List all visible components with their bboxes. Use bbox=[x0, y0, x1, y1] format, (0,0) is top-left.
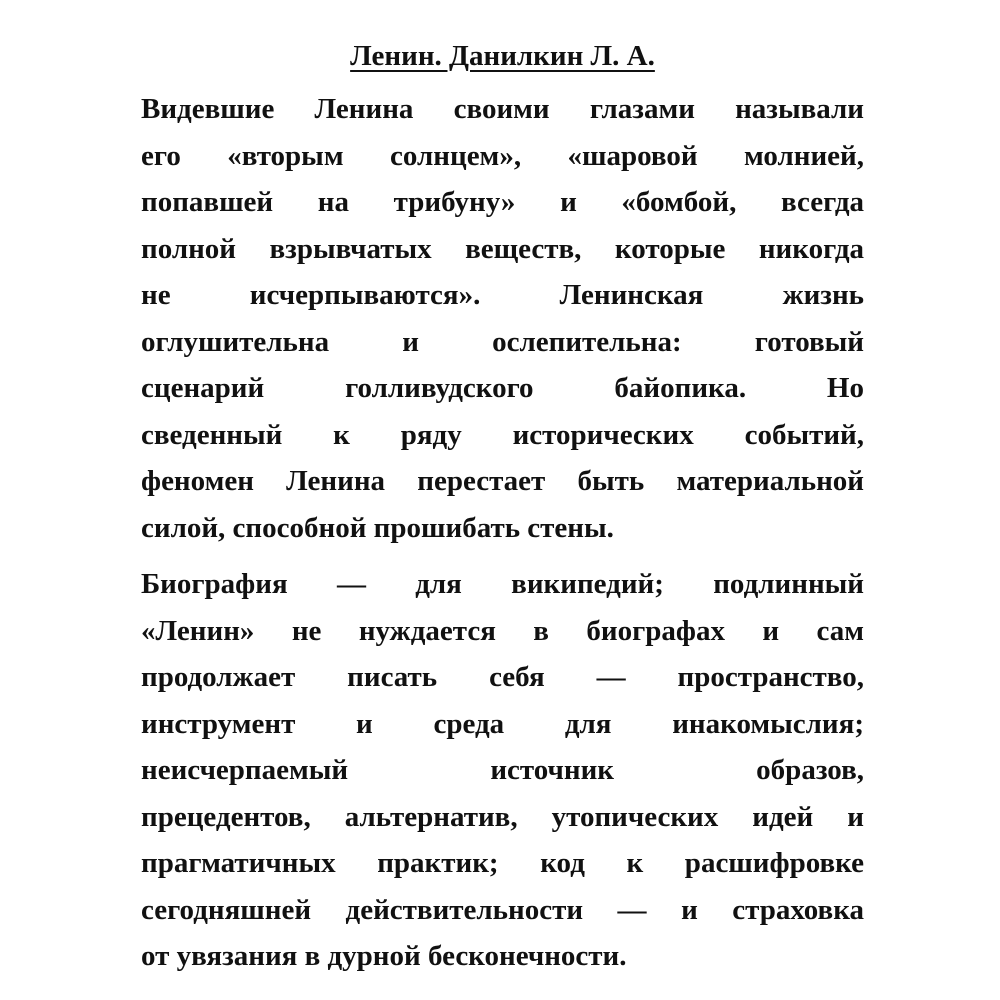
text-line: попавшей на трибуну» и «бомбой, всегда bbox=[141, 186, 864, 218]
text-line: Видевшие Ленина своими глазами называли bbox=[141, 93, 864, 125]
document-title: Ленин. Данилкин Л. А. bbox=[350, 40, 655, 72]
text-line: прецедентов, альтернатив, утопических идей и bbox=[141, 800, 864, 833]
text-line: его «вторым солнцем», «шаровой молнией, bbox=[141, 139, 864, 172]
paragraph-1 bbox=[141, 86, 864, 551]
text-line: сценарий голливудского байопика. Но bbox=[141, 372, 864, 404]
text-line: не исчерпываются». Ленинская жизнь bbox=[141, 279, 864, 311]
text-line: полной взрывчатых веществ, которые никогда bbox=[141, 232, 864, 265]
text-line: силой, способной прошибать стены. bbox=[141, 511, 614, 544]
text-line: инструмент и среда для инакомыслия; bbox=[141, 707, 864, 740]
text-line: Биография — для википедий; подлинный bbox=[141, 568, 864, 600]
paragraph-2 bbox=[141, 561, 864, 980]
text-line: феномен Ленина перестает быть материальной bbox=[141, 465, 864, 497]
text-line: «Ленин» не нуждается в биографах и сам bbox=[141, 614, 864, 647]
text-line: оглушительна и ослепительна: готовый bbox=[141, 325, 864, 358]
text-line: сведенный к ряду исторических событий, bbox=[141, 418, 864, 451]
text-line: сегодняшней действительности — и страховка bbox=[141, 893, 864, 926]
text-line: от увязания в дурной бесконечности. bbox=[141, 940, 627, 972]
text-line: продолжает писать себя — пространство, bbox=[141, 661, 864, 693]
text-line: неисчерпаемый источник образов, bbox=[141, 754, 864, 786]
text-line: прагматичных практик; код к расшифровке bbox=[141, 847, 864, 879]
